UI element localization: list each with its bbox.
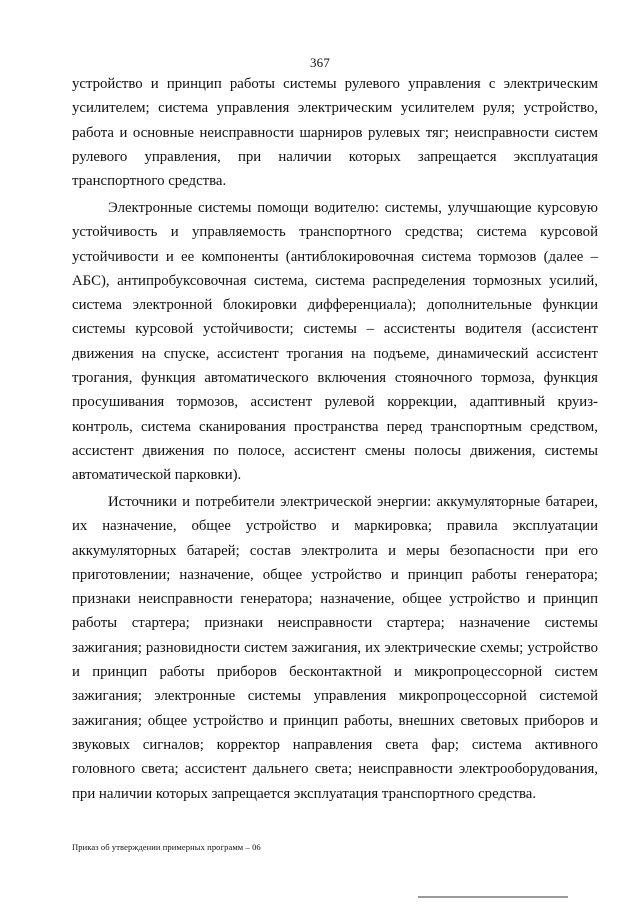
page-footer: Приказ об утверждении примерных программ – 06 <box>72 842 261 852</box>
paragraph-electrical-energy: Источники и потребители электрической энергии: аккумуляторные батареи, их назначение, общее устройство и маркировка; правила эксплуатации аккумуляторных батарей; состав электролита и меры безопасности при его приготовлении; назначение, общее устройство и принцип работы генератора; признаки неисправности генератора; назначение, общее устройство и принцип работы стартера; признаки неисправности стартера; назначение системы зажигания; разновидности систем зажигания, их электрические схемы; устройство и принцип работы приборов бесконтактной и микропроцессорной систем зажигания; электронные системы управления микропроцессорной системой зажигания; общее устройство и принцип работы, внешних световых приборов и звуковых сигналов; корректор направления света фар; система активного головного света; ассистент дальнего света; неисправности электрооборудования, при наличии которых запрещается эксплуатация транспортного средства. <box>72 494 598 802</box>
paragraph-steering-continuation: устройство и принцип работы системы рулевого управления с электрическим усилителем; система управления электрическим усилителем руля; устройство, работа и основные неисправности шарниров рулевых тяг; неисправности систем рулевого управления, при наличии которых запрещается эксплуатация транспортного средства. <box>72 76 598 190</box>
paragraph-driver-assistance: Электронные системы помощи водителю: системы, улучшающие курсовую устойчивость и управляемость транспортного средства; система курсовой устойчивости и ее компоненты (антиблокировочная система тормозов (далее – АБС), антипробуксовочная система, система распределения тормозных усилий, система электронной блокировки дифференциала); дополнительные функции системы курсовой устойчивости; системы – ассистенты водителя (ассистент движения на спуске, ассистент трогания на подъеме, динамический ассистент трогания, функция автоматического включения стояночного тормоза, функция просушивания тормозов, ассистент рулевой коррекции, адаптивный круиз-контроль, система сканирования пространства перед транспортным средством, ассистент движения по полосе, ассистент смены полосы движения, системы автоматической парковки). <box>72 200 598 484</box>
scan-edge-mark <box>418 896 568 898</box>
paragraph-block-3 <box>72 490 598 806</box>
paragraph-block-1 <box>72 72 598 193</box>
paragraph-block-2 <box>72 196 598 488</box>
page-number: 367 <box>309 55 331 70</box>
